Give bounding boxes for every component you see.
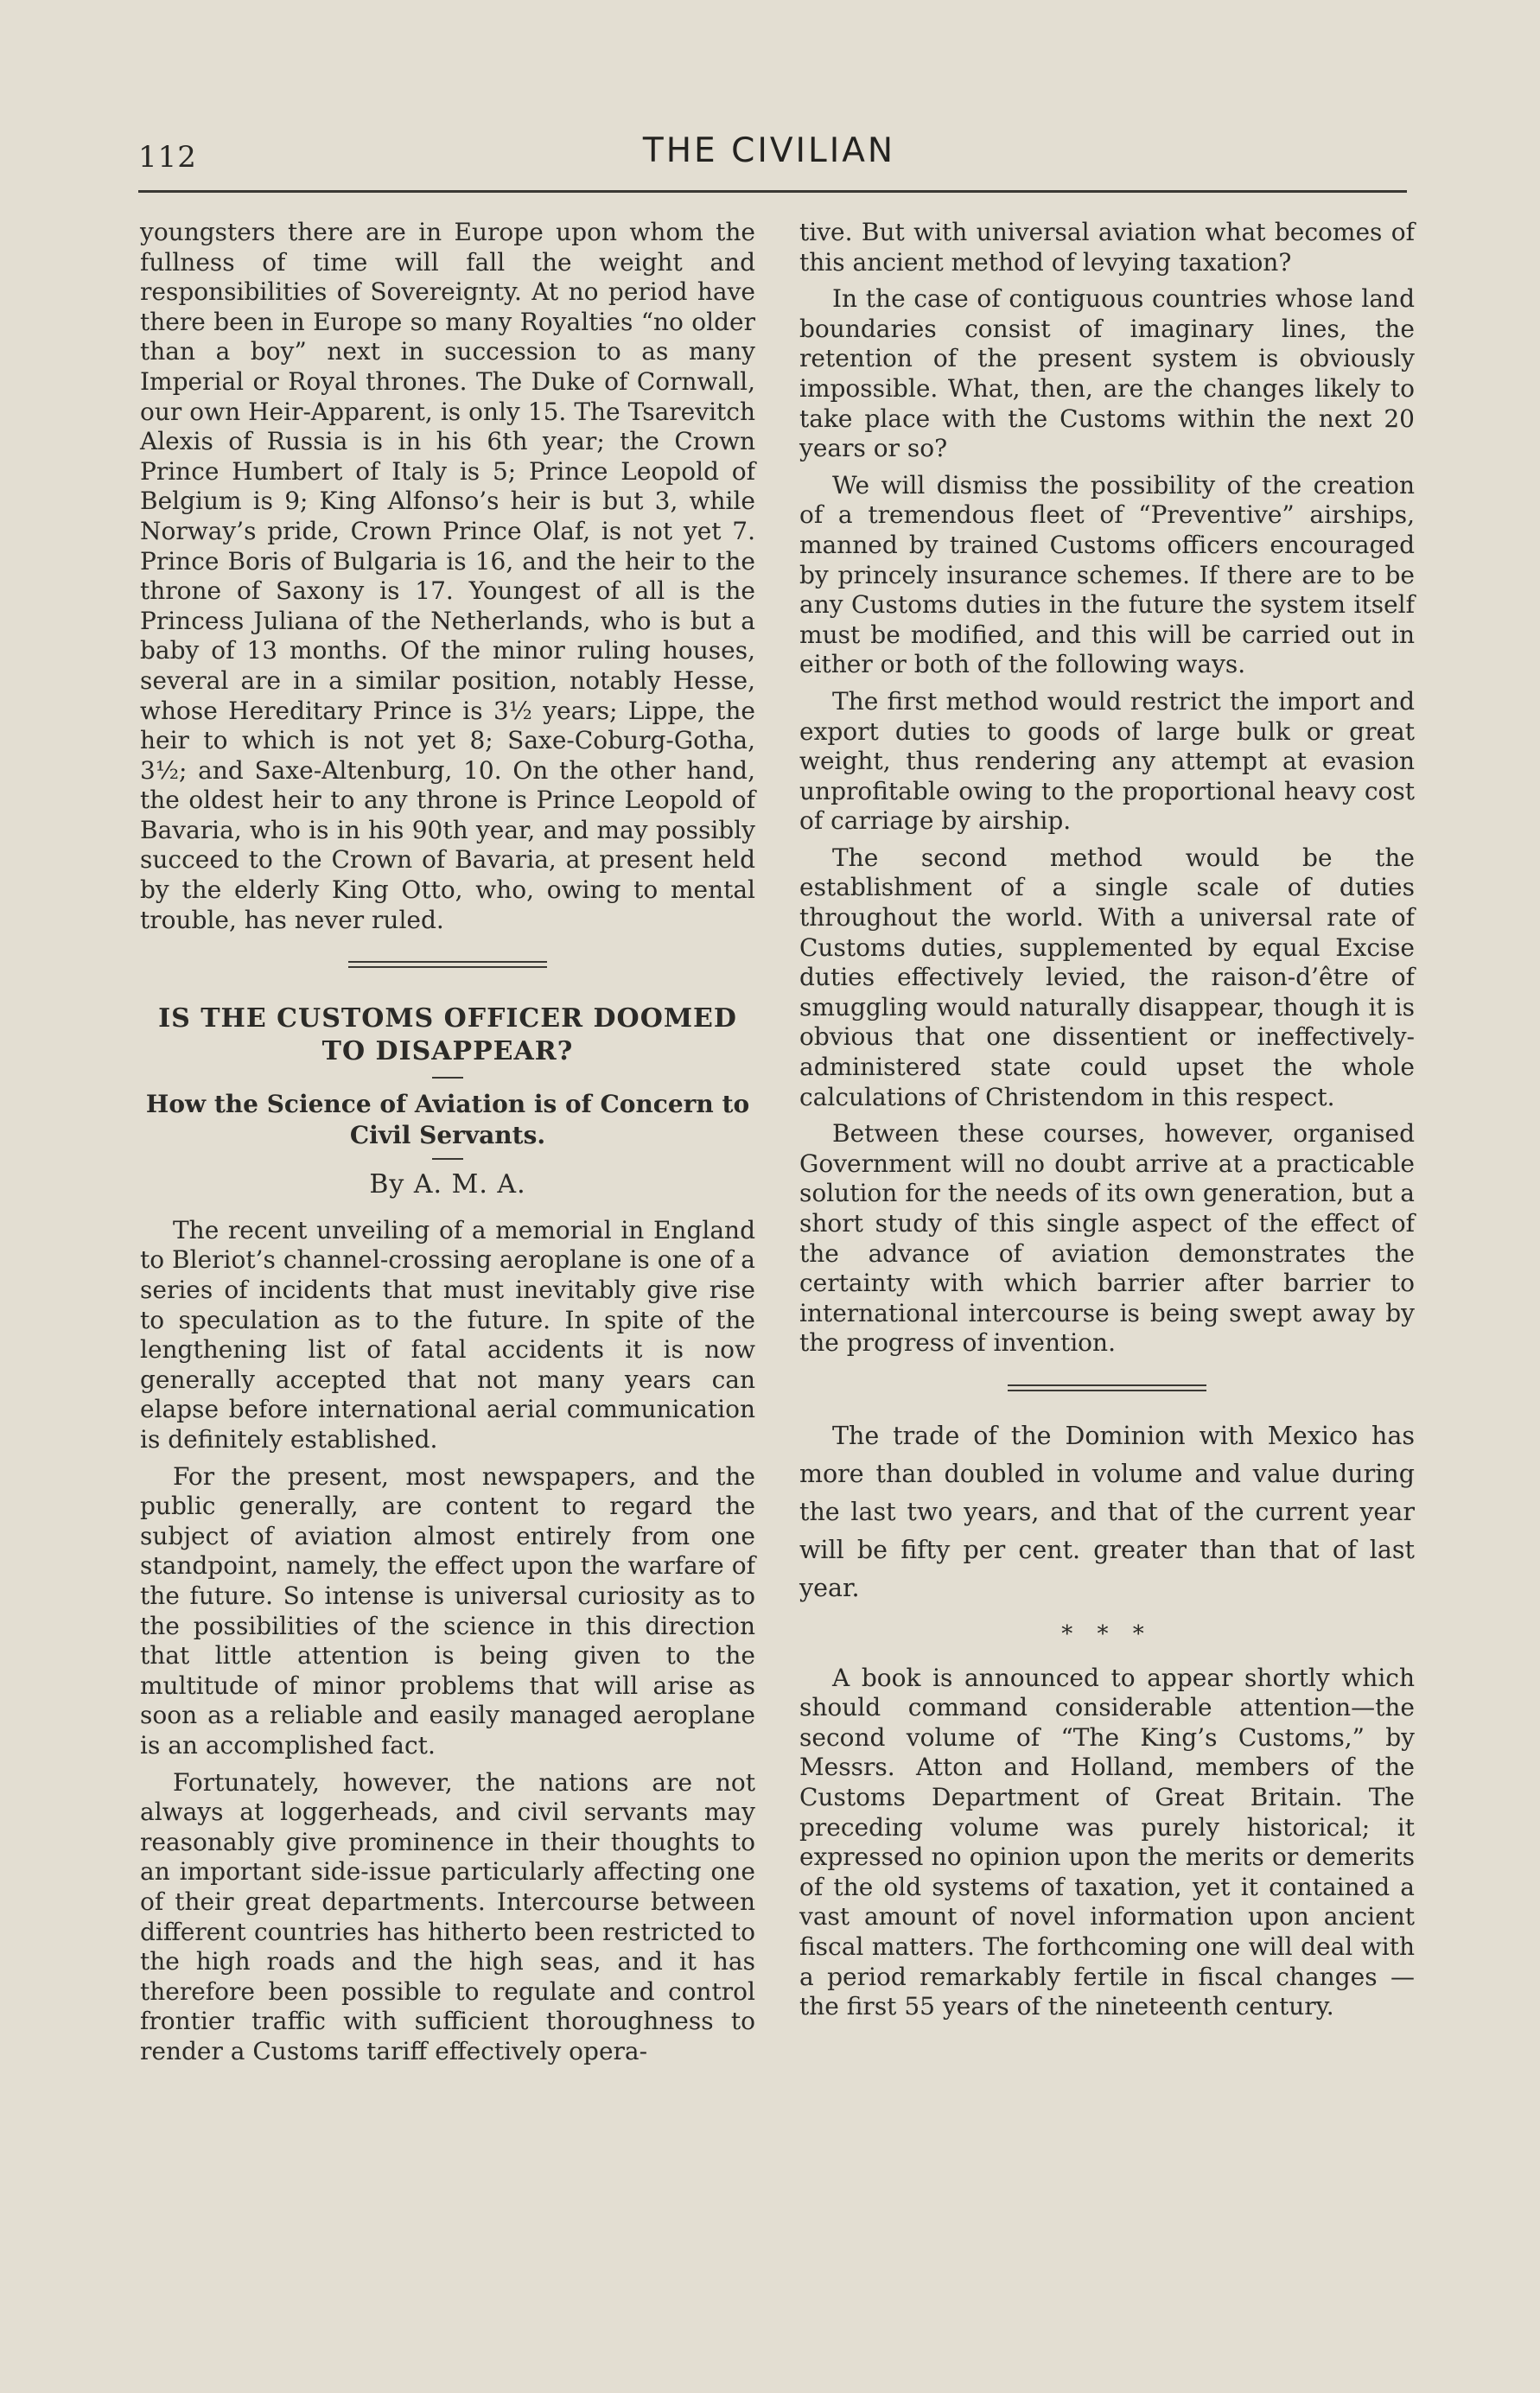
article-paragraph: tive. But with universal aviation what becomes of this ancient method of levying taxation? (799, 218, 1415, 277)
article-subtitle: How the Science of Aviation is of Concern to Civil Servants. (145, 1090, 750, 1150)
article-title: IS THE CUSTOMS OFFICER DOOMED TO DISAPPEAR? (158, 1003, 737, 1067)
article-paragraph: The recent unveiling of a memorial in England to Bleriot’s channel-crossing aeroplane is one of a series of incidents that must inevitably give rise to speculation as to the future. In spite of the lengthening list of fatal accidents it is now generally accepted that not many years can elapse before international aerial communication is definitely established. (140, 1215, 755, 1454)
book-announcement-paragraph: A book is announced to appear shortly which should command considerable attention—the second volume of “The King’s Customs,” by Messrs. Atton and Holland, members of the Customs Department of Great Britain. The preceding volume was purely historical; it expressed no opinion upon the merits or demerits of the old systems of taxation, yet it contained a vast amount of novel information upon ancient fiscal matters. The forthcoming one will deal with a period remarkably fertile in fiscal changes — the first 55 years of the nineteenth century. (799, 1663, 1415, 2021)
article-paragraph: For the present, most newspapers, and the public generally, are content to regard the subject of aviation almost entirely from one standpoint, namely, the effect upon the warfare of the future. So intense is universal curiosity as to the possibilities of the science in this direction that little attention is being given to the multitude of minor problems that will arise as soon as a reliable and easily managed aeroplane is an accomplished fact. (140, 1461, 755, 1760)
left-column (140, 218, 755, 2073)
intro-paragraph: youngsters there are in Europe upon whom the fullness of time will fall the weight and responsibilities of Sovereignty. At no period have there been in Europe so many Royalties “no older than a boy” next in succession to as many Imperial or Royal thrones. The Duke of Cornwall, our own Heir-Apparent, is only 15. The Tsarevitch Alexis of Russia is in his 6th year; the Crown Prince Humbert of Italy is 5; Prince Leopold of Belgium is 9; King Alfonso’s heir is but 3, while Norway’s pride, Crown Prince Olaf, is not yet 7. Prince Boris of Bulgaria is 16, and the heir to the throne of Saxony is 17. Youngest of all is the Princess Juliana of the Netherlands, who is but a baby of 13 months. Of the minor ruling houses, several are in a similar position, notably Hesse, whose Hereditary Prince is 3½ years; Lippe, the heir to which is not yet 8; Saxe-Coburg-Gotha, 3½; and Saxe-Altenburg, 10. On the other hand, the oldest heir to any throne is Prince Leopold of Bavaria, who is in his 90th year, and may possibly succeed to the Crown of Bavaria, at present held by the elderly King Otto, who, owing to mental trouble, has never ruled. (140, 218, 755, 934)
asterism: * * * (1061, 1620, 1153, 1647)
article-paragraph: Fortunately, however, the nations are not always at loggerheads, and civil servants may reasonably give prominence in their thoughts to an important side-issue particularly affecting one of their great departments. Intercourse between different countries has hitherto been restricted to the high roads and the high seas, and it has therefore been possible to regulate and control frontier traffic with sufficient thoroughness to render a Customs tariff effectively opera- (140, 1767, 755, 2065)
mexico-trade-paragraph: The trade of the Dominion with Mexico has more than doubled in volume and value during the last two years, and that of the current year will be fifty per cent. greater than that of last year. (799, 1421, 1415, 1602)
page-number: 112 (138, 140, 197, 175)
header-rule (138, 190, 1407, 193)
article-paragraph: In the case of contiguous countries whose land boundaries consist of imaginary lines, the retention of the present system is obviously impossible. What, then, are the changes likely to take place with the Customs within the next 20 years or so? (799, 284, 1415, 463)
article-paragraph: The first method would restrict the import and export duties to goods of large bulk or great weight, thus rendering any attempt at evasion unprofitable owing to the proportional heavy cost of carriage by airship. (799, 686, 1415, 836)
title-dash (432, 1077, 463, 1079)
section-divider (348, 961, 547, 968)
right-column (799, 218, 1415, 2029)
subtitle-dash (432, 1158, 463, 1160)
article-paragraph: We will dismiss the possibility of the creation of a tremendous fleet of “Preventive” airships, manned by trained Customs officers encouraged by princely insurance schemes. If there are to be any Customs duties in the future the system itself must be modified, and this will be carried out in either or both of the following ways. (799, 470, 1415, 679)
article-paragraph: Between these courses, however, organised Government will no doubt arrive at a practicable solution for the needs of its own generation, but a short study of this single aspect of the effect of the advance of aviation demonstrates the certainty with which barrier after barrier to international intercourse is being swept away by the progress of invention. (799, 1119, 1415, 1358)
journal-title: THE CIVILIAN (642, 131, 896, 170)
article-paragraph: The second method would be the establishment of a single scale of duties throughout the world. With a universal rate of Customs duties, supplemented by equal Excise duties effectively levied, the raison-d’être of smuggling would naturally disappear, though it is obvious that one dissentient or ineffectively-administered state could upset the whole calculations of Christendom in this respect. (799, 843, 1415, 1111)
byline: By A. M. A. (369, 1169, 526, 1200)
section-divider (1008, 1384, 1206, 1391)
